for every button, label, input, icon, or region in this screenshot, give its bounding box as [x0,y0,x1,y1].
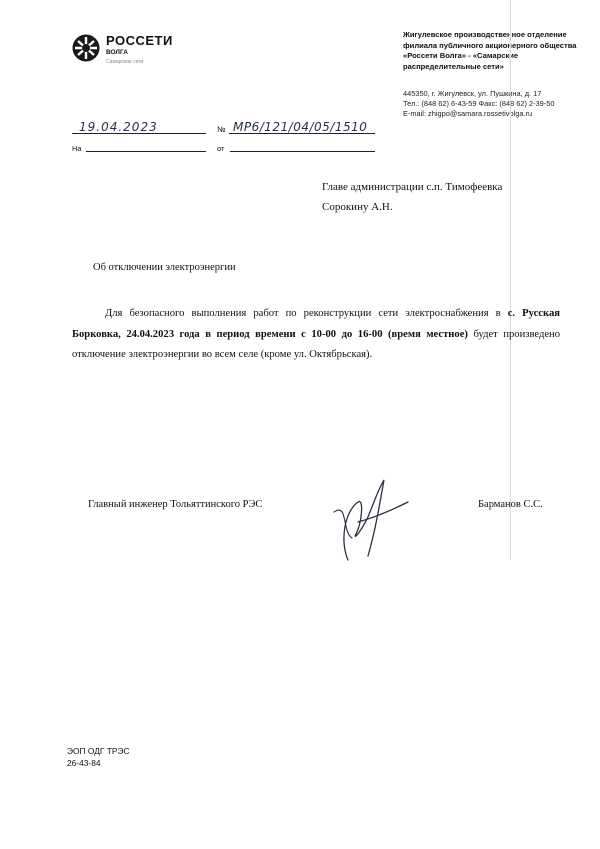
logo-region: Самарские сети [106,59,144,65]
addressee-name: Сорокину А.Н. [322,201,393,213]
number-underline [229,133,375,134]
org-phone: Тел.: (848 62) 6-43-59 Факс: (848 62) 2-39-50 [403,99,555,109]
logo-name: РОССЕТИ [106,33,173,48]
body-text-bold: с. Русская Борковка, 24.04.2023 года в период времени с 10-00 до 16-00 (время местное) [72,308,560,340]
signer-name: Барманов С.С. [478,499,543,510]
org-name [403,30,593,72]
registration-date: 19.04.2023 [79,120,158,134]
org-name-line: «Россети Волга» - «Самарские [403,51,519,61]
na-underline [86,151,206,152]
org-name-line: распределительные сети» [403,61,504,71]
letter-body [72,304,560,366]
letter-subject: Об отключении электроэнергии [93,262,236,273]
org-name-line: Жигулевское производственное отделение [403,30,567,39]
executor-phone: 26-43-84 [67,758,101,768]
org-address: 445350, г. Жигулевск, ул. Пушкина, д. 17 [403,89,542,98]
body-text-start: Для безопасного выполнения работ по реконструкции сети электроснабжения в [105,308,508,319]
scan-artifact-line [510,0,511,560]
org-name-line: филиала публичного акционерного общества [403,40,577,50]
na-label: На [72,144,82,153]
addressee-position: Главе администрации с.п. Тимофеевка [322,181,503,193]
org-contacts [403,89,593,120]
body-text-end: будет произведено отключение электроэнергии во всем селе (кроме ул. Октябрьская). [72,328,561,360]
signer-position: Главный инженер Тольяттинского РЭС [88,499,263,510]
rosseti-logo-icon [72,34,100,62]
ot-label: от [217,144,225,153]
executor-department: ЭОП ОДГ ТРЭС [67,746,130,756]
org-email: E-mail: zhigpo@samara.rossetivolga.ru [403,109,533,119]
date-underline [72,133,206,134]
logo-subtitle: ВОЛГА [106,49,128,56]
handwritten-signature [318,472,414,564]
registration-number: МР6/121/04/05/1510 [233,120,368,134]
number-label: № [217,125,226,134]
ot-underline [230,151,375,152]
